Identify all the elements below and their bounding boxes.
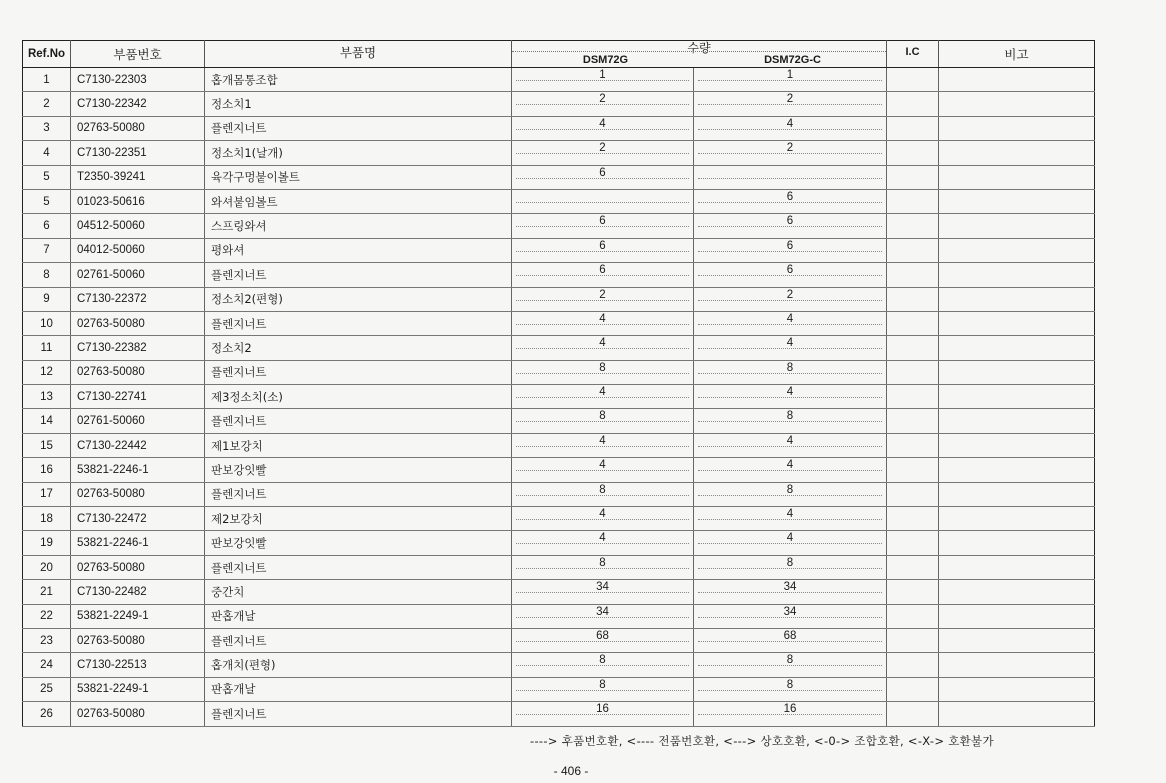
part-number-cell: 02761-50060 <box>71 263 205 287</box>
quantity-dsm72g-cell <box>512 263 694 287</box>
ic-cell <box>887 141 939 165</box>
remarks-cell <box>939 189 1095 213</box>
quantity-dsm72g-cell-value: 8 <box>599 654 606 667</box>
quantity-dsm72g-c-cell <box>694 604 887 628</box>
ref-no-cell: 16 <box>23 458 71 482</box>
remarks-cell <box>939 653 1095 677</box>
ic-cell <box>887 311 939 335</box>
table-row <box>23 263 1095 287</box>
quantity-dsm72g-c-cell-value: 8 <box>786 556 794 569</box>
quantity-dsm72g-cell <box>512 604 694 628</box>
ic-cell <box>887 458 939 482</box>
quantity-dsm72g-c-cell <box>694 336 887 360</box>
table-row <box>23 677 1095 701</box>
ref-no-cell: 12 <box>23 360 71 384</box>
header-ic: I.C <box>887 41 939 68</box>
quantity-dsm72g-cell-value: 2 <box>599 288 606 301</box>
quantity-dsm72g-c-cell-value: 4 <box>786 117 794 130</box>
ic-cell <box>887 677 939 701</box>
parts-table-body <box>23 68 1095 727</box>
quantity-dsm72g-cell-value: 8 <box>599 361 606 374</box>
quantity-dsm72g-cell-value: 2 <box>599 93 606 106</box>
quantity-dsm72g-cell <box>512 336 694 360</box>
remarks-cell <box>939 311 1095 335</box>
header-part-name: 부품명 <box>205 41 512 68</box>
part-number-cell: C7130-22372 <box>71 287 205 311</box>
quantity-dsm72g-c-cell-value: 16 <box>783 703 797 716</box>
ic-cell <box>887 409 939 433</box>
quantity-dsm72g-cell <box>512 189 694 213</box>
table-row <box>23 555 1095 579</box>
quantity-dsm72g-c-cell <box>694 189 887 213</box>
quantity-dsm72g-c-cell <box>694 628 887 652</box>
quantity-dsm72g-cell-value: 4 <box>599 386 606 399</box>
remarks-cell <box>939 263 1095 287</box>
part-name-cell: 플렌지너트 <box>205 360 512 384</box>
quantity-dsm72g-cell <box>512 214 694 238</box>
quantity-dsm72g-cell-value: 4 <box>599 312 606 325</box>
ref-no-cell: 1 <box>23 68 71 92</box>
quantity-dsm72g-cell <box>512 531 694 555</box>
ic-cell <box>887 116 939 140</box>
ic-cell <box>887 336 939 360</box>
ic-cell <box>887 507 939 531</box>
quantity-dsm72g-c-cell <box>694 360 887 384</box>
part-number-cell: 02763-50080 <box>71 311 205 335</box>
table-row <box>23 628 1095 652</box>
quantity-dsm72g-c-cell-value: 8 <box>786 361 794 374</box>
remarks-cell <box>939 604 1095 628</box>
part-name-cell: 판보강잇빨 <box>205 531 512 555</box>
remarks-cell <box>939 141 1095 165</box>
remarks-cell <box>939 238 1095 262</box>
remarks-cell <box>939 677 1095 701</box>
part-number-cell: C7130-22482 <box>71 580 205 604</box>
table-row <box>23 482 1095 506</box>
quantity-dsm72g-c-cell-value: 2 <box>786 93 794 106</box>
quantity-dsm72g-cell-value: 6 <box>599 239 606 252</box>
quantity-dsm72g-c-cell-value: 4 <box>786 532 794 545</box>
quantity-dsm72g-cell-value: 8 <box>599 410 606 423</box>
quantity-dsm72g-cell <box>512 433 694 457</box>
header-model-a: DSM72G <box>582 54 629 66</box>
ref-no-cell: 15 <box>23 433 71 457</box>
quantity-dsm72g-c-cell <box>694 433 887 457</box>
ic-cell <box>887 628 939 652</box>
ic-cell <box>887 92 939 116</box>
ic-cell <box>887 238 939 262</box>
table-row <box>23 385 1095 409</box>
part-name-cell: 플렌지너트 <box>205 702 512 726</box>
ref-no-cell: 26 <box>23 702 71 726</box>
ref-no-cell: 8 <box>23 263 71 287</box>
part-name-cell: 제2보강치 <box>205 507 512 531</box>
ic-cell <box>887 287 939 311</box>
ref-no-cell: 22 <box>23 604 71 628</box>
ic-cell <box>887 555 939 579</box>
table-row <box>23 92 1095 116</box>
ic-cell <box>887 214 939 238</box>
quantity-dsm72g-cell <box>512 458 694 482</box>
remarks-cell <box>939 68 1095 92</box>
table-row <box>23 702 1095 726</box>
quantity-dsm72g-c-cell <box>694 385 887 409</box>
quantity-dsm72g-cell-value: 6 <box>599 264 606 277</box>
quantity-dsm72g-c-cell <box>694 141 887 165</box>
remarks-cell <box>939 409 1095 433</box>
quantity-dsm72g-c-cell-value: 4 <box>786 434 794 447</box>
quantity-dsm72g-c-cell-value: 4 <box>786 508 794 521</box>
quantity-dsm72g-c-cell <box>694 580 887 604</box>
quantity-dsm72g-cell <box>512 385 694 409</box>
quantity-dsm72g-c-cell-value: 4 <box>786 459 794 472</box>
part-number-cell: C7130-22442 <box>71 433 205 457</box>
remarks-cell <box>939 580 1095 604</box>
part-name-cell: 플렌지너트 <box>205 263 512 287</box>
quantity-dsm72g-cell <box>512 238 694 262</box>
quantity-dsm72g-cell <box>512 677 694 701</box>
ref-no-cell: 6 <box>23 214 71 238</box>
remarks-cell <box>939 702 1095 726</box>
part-name-cell: 홉개몸통조합 <box>205 68 512 92</box>
quantity-dsm72g-c-cell <box>694 482 887 506</box>
ic-cell <box>887 531 939 555</box>
quantity-dsm72g-cell <box>512 116 694 140</box>
quantity-dsm72g-cell-value: 8 <box>599 556 606 569</box>
ref-no-cell: 20 <box>23 555 71 579</box>
remarks-cell <box>939 507 1095 531</box>
table-row <box>23 336 1095 360</box>
ic-cell <box>887 702 939 726</box>
header-quantity <box>512 41 887 68</box>
quantity-dsm72g-cell-value: 2 <box>599 142 606 155</box>
quantity-dsm72g-c-cell-value: 2 <box>786 288 794 301</box>
part-name-cell: 플렌지너트 <box>205 482 512 506</box>
part-number-cell: C7130-22382 <box>71 336 205 360</box>
ic-cell <box>887 433 939 457</box>
quantity-dsm72g-c-cell <box>694 555 887 579</box>
quantity-dsm72g-cell-value: 6 <box>599 166 606 179</box>
quantity-dsm72g-cell-value: 8 <box>599 483 606 496</box>
part-name-cell: 정소치1 <box>205 92 512 116</box>
part-name-cell: 와셔붙임볼트 <box>205 189 512 213</box>
table-row <box>23 189 1095 213</box>
table-row <box>23 287 1095 311</box>
ref-no-cell: 5 <box>23 165 71 189</box>
remarks-cell <box>939 555 1095 579</box>
header-model-b: DSM72G-C <box>764 54 821 66</box>
ref-no-cell: 3 <box>23 116 71 140</box>
ref-no-cell: 25 <box>23 677 71 701</box>
part-number-cell: C7130-22303 <box>71 68 205 92</box>
quantity-dsm72g-cell-value: 16 <box>596 703 609 716</box>
quantity-dsm72g-c-cell <box>694 238 887 262</box>
ref-no-cell: 5 <box>23 189 71 213</box>
interchangeability-legend: ----> 후품번호환, <---- 전품번호환, <---> 상호호환, <-0-> 조합호환, <-X-> 호환불가 <box>530 734 994 748</box>
quantity-dsm72g-cell-value: 4 <box>599 117 606 130</box>
part-number-cell: 04012-50060 <box>71 238 205 262</box>
quantity-dsm72g-c-cell-value: 6 <box>786 264 794 277</box>
table-row <box>23 531 1095 555</box>
quantity-dsm72g-c-cell-value: 34 <box>783 581 797 594</box>
page-number: - 406 - <box>553 764 589 778</box>
quantity-dsm72g-cell <box>512 141 694 165</box>
quantity-dsm72g-cell <box>512 165 694 189</box>
ic-cell <box>887 263 939 287</box>
header-model-columns <box>512 51 886 66</box>
ic-cell <box>887 360 939 384</box>
ref-no-cell: 9 <box>23 287 71 311</box>
ic-cell <box>887 189 939 213</box>
table-row <box>23 507 1095 531</box>
part-number-cell: 02763-50080 <box>71 116 205 140</box>
part-name-cell: 플렌지너트 <box>205 409 512 433</box>
part-name-cell: 제3정소치(소) <box>205 385 512 409</box>
quantity-dsm72g-cell <box>512 409 694 433</box>
quantity-dsm72g-cell-value: 4 <box>599 508 606 521</box>
ref-no-cell: 24 <box>23 653 71 677</box>
quantity-dsm72g-c-cell <box>694 311 887 335</box>
quantity-dsm72g-c-cell-value: 6 <box>786 215 794 228</box>
quantity-dsm72g-cell-value: 1 <box>599 69 606 81</box>
part-number-cell: 02763-50080 <box>71 628 205 652</box>
part-number-cell: 02763-50080 <box>71 482 205 506</box>
quantity-dsm72g-c-cell <box>694 677 887 701</box>
quantity-dsm72g-cell <box>512 507 694 531</box>
part-name-cell: 스프링와셔 <box>205 214 512 238</box>
part-number-cell: C7130-22513 <box>71 653 205 677</box>
ref-no-cell: 17 <box>23 482 71 506</box>
ref-no-cell: 13 <box>23 385 71 409</box>
part-number-cell: C7130-22351 <box>71 141 205 165</box>
quantity-dsm72g-cell <box>512 92 694 116</box>
table-row <box>23 165 1095 189</box>
quantity-dsm72g-c-cell <box>694 92 887 116</box>
table-row <box>23 580 1095 604</box>
table-row <box>23 116 1095 140</box>
part-name-cell: 제1보강치 <box>205 433 512 457</box>
remarks-cell <box>939 165 1095 189</box>
part-number-cell: 02763-50080 <box>71 702 205 726</box>
quantity-dsm72g-cell-value: 8 <box>599 678 606 691</box>
remarks-cell <box>939 531 1095 555</box>
quantity-dsm72g-cell-value: 4 <box>599 459 606 472</box>
part-name-cell: 육각구멍붙이볼트 <box>205 165 512 189</box>
part-name-cell: 플렌지너트 <box>205 116 512 140</box>
quantity-dsm72g-cell <box>512 653 694 677</box>
part-name-cell: 평와셔 <box>205 238 512 262</box>
part-number-cell: 02761-50060 <box>71 409 205 433</box>
part-name-cell: 중간치 <box>205 580 512 604</box>
header-ref-no: Ref.No <box>23 41 71 68</box>
quantity-dsm72g-c-cell-value: 34 <box>783 605 797 618</box>
table-row <box>23 409 1095 433</box>
quantity-dsm72g-c-cell-value: 8 <box>786 654 794 667</box>
header-quantity-title: 수량 <box>687 41 711 55</box>
part-number-cell: 04512-50060 <box>71 214 205 238</box>
ref-no-cell: 21 <box>23 580 71 604</box>
part-number-cell: 53821-2246-1 <box>71 458 205 482</box>
ref-no-cell: 2 <box>23 92 71 116</box>
quantity-dsm72g-c-cell-value: 8 <box>786 483 794 496</box>
ic-cell <box>887 165 939 189</box>
ic-cell <box>887 604 939 628</box>
remarks-cell <box>939 287 1095 311</box>
table-row <box>23 458 1095 482</box>
table-row <box>23 141 1095 165</box>
quantity-dsm72g-cell-value: 4 <box>599 434 606 447</box>
quantity-dsm72g-c-cell <box>694 531 887 555</box>
quantity-dsm72g-c-cell-value: 2 <box>786 142 794 155</box>
part-number-cell: C7130-22741 <box>71 385 205 409</box>
quantity-dsm72g-cell-value: 68 <box>596 629 609 642</box>
part-name-cell: 플렌지너트 <box>205 628 512 652</box>
remarks-cell <box>939 628 1095 652</box>
table-row <box>23 214 1095 238</box>
table-row <box>23 604 1095 628</box>
ref-no-cell: 11 <box>23 336 71 360</box>
remarks-cell <box>939 336 1095 360</box>
part-number-cell: T2350-39241 <box>71 165 205 189</box>
header-remarks: 비고 <box>939 41 1095 68</box>
part-number-cell: 53821-2246-1 <box>71 531 205 555</box>
ic-cell <box>887 580 939 604</box>
ref-no-cell: 14 <box>23 409 71 433</box>
remarks-cell <box>939 433 1095 457</box>
quantity-dsm72g-cell <box>512 68 694 92</box>
quantity-dsm72g-c-cell-value: 6 <box>786 190 794 203</box>
remarks-cell <box>939 385 1095 409</box>
quantity-dsm72g-c-cell <box>694 165 887 189</box>
table-row <box>23 68 1095 92</box>
quantity-dsm72g-cell-value: 4 <box>599 337 606 350</box>
part-number-cell: 01023-50616 <box>71 189 205 213</box>
quantity-dsm72g-c-cell <box>694 409 887 433</box>
quantity-dsm72g-cell <box>512 311 694 335</box>
quantity-dsm72g-c-cell-value: 8 <box>786 678 794 691</box>
quantity-dsm72g-c-cell <box>694 458 887 482</box>
part-name-cell: 판홉개날 <box>205 677 512 701</box>
table-row <box>23 238 1095 262</box>
ref-no-cell: 23 <box>23 628 71 652</box>
part-name-cell: 플렌지너트 <box>205 555 512 579</box>
ref-no-cell: 7 <box>23 238 71 262</box>
quantity-dsm72g-c-cell-value: 4 <box>786 312 794 325</box>
quantity-dsm72g-c-cell <box>694 287 887 311</box>
quantity-dsm72g-c-cell <box>694 214 887 238</box>
table-row <box>23 311 1095 335</box>
ref-no-cell: 19 <box>23 531 71 555</box>
ic-cell <box>887 68 939 92</box>
ic-cell <box>887 653 939 677</box>
remarks-cell <box>939 482 1095 506</box>
quantity-dsm72g-cell <box>512 628 694 652</box>
part-number-cell: 02763-50080 <box>71 360 205 384</box>
part-number-cell: 02763-50080 <box>71 555 205 579</box>
part-number-cell: 53821-2249-1 <box>71 604 205 628</box>
part-number-cell: C7130-22342 <box>71 92 205 116</box>
part-number-cell: 53821-2249-1 <box>71 677 205 701</box>
parts-table <box>22 40 1095 727</box>
part-name-cell: 정소치2(편형) <box>205 287 512 311</box>
ref-no-cell: 18 <box>23 507 71 531</box>
part-name-cell: 플렌지너트 <box>205 311 512 335</box>
quantity-dsm72g-cell <box>512 580 694 604</box>
quantity-dsm72g-cell-value: 4 <box>599 532 606 545</box>
quantity-dsm72g-c-cell <box>694 507 887 531</box>
quantity-dsm72g-c-cell-value: 68 <box>783 629 797 642</box>
quantity-dsm72g-cell <box>512 555 694 579</box>
remarks-cell <box>939 360 1095 384</box>
quantity-dsm72g-c-cell-value: 6 <box>786 239 794 252</box>
quantity-dsm72g-cell <box>512 287 694 311</box>
quantity-dsm72g-c-cell-value: 8 <box>786 410 794 423</box>
remarks-cell <box>939 214 1095 238</box>
quantity-dsm72g-c-cell <box>694 702 887 726</box>
quantity-dsm72g-c-cell-value: 1 <box>786 69 794 81</box>
quantity-dsm72g-cell <box>512 702 694 726</box>
quantity-dsm72g-cell <box>512 360 694 384</box>
table-row <box>23 360 1095 384</box>
quantity-dsm72g-c-cell <box>694 263 887 287</box>
part-name-cell: 정소치2 <box>205 336 512 360</box>
header-part-number: 부품번호 <box>71 41 205 68</box>
quantity-dsm72g-c-cell-value: 4 <box>786 386 794 399</box>
part-name-cell: 정소치1(날개) <box>205 141 512 165</box>
part-name-cell: 판홉개날 <box>205 604 512 628</box>
quantity-dsm72g-c-cell-value: 4 <box>786 337 794 350</box>
remarks-cell <box>939 116 1095 140</box>
table-row <box>23 433 1095 457</box>
part-name-cell: 홉개치(편형) <box>205 653 512 677</box>
table-row <box>23 653 1095 677</box>
remarks-cell <box>939 458 1095 482</box>
quantity-dsm72g-cell <box>512 482 694 506</box>
quantity-dsm72g-cell-value: 34 <box>596 605 609 618</box>
remarks-cell <box>939 92 1095 116</box>
table-header-row <box>23 41 1095 68</box>
quantity-dsm72g-c-cell <box>694 653 887 677</box>
part-name-cell: 판보강잇빨 <box>205 458 512 482</box>
ref-no-cell: 10 <box>23 311 71 335</box>
quantity-dsm72g-cell-value: 6 <box>599 215 606 228</box>
ic-cell <box>887 482 939 506</box>
ref-no-cell: 4 <box>23 141 71 165</box>
ic-cell <box>887 385 939 409</box>
quantity-dsm72g-c-cell <box>694 116 887 140</box>
part-number-cell: C7130-22472 <box>71 507 205 531</box>
quantity-dsm72g-cell-value: 34 <box>596 581 609 594</box>
quantity-dsm72g-c-cell <box>694 68 887 92</box>
